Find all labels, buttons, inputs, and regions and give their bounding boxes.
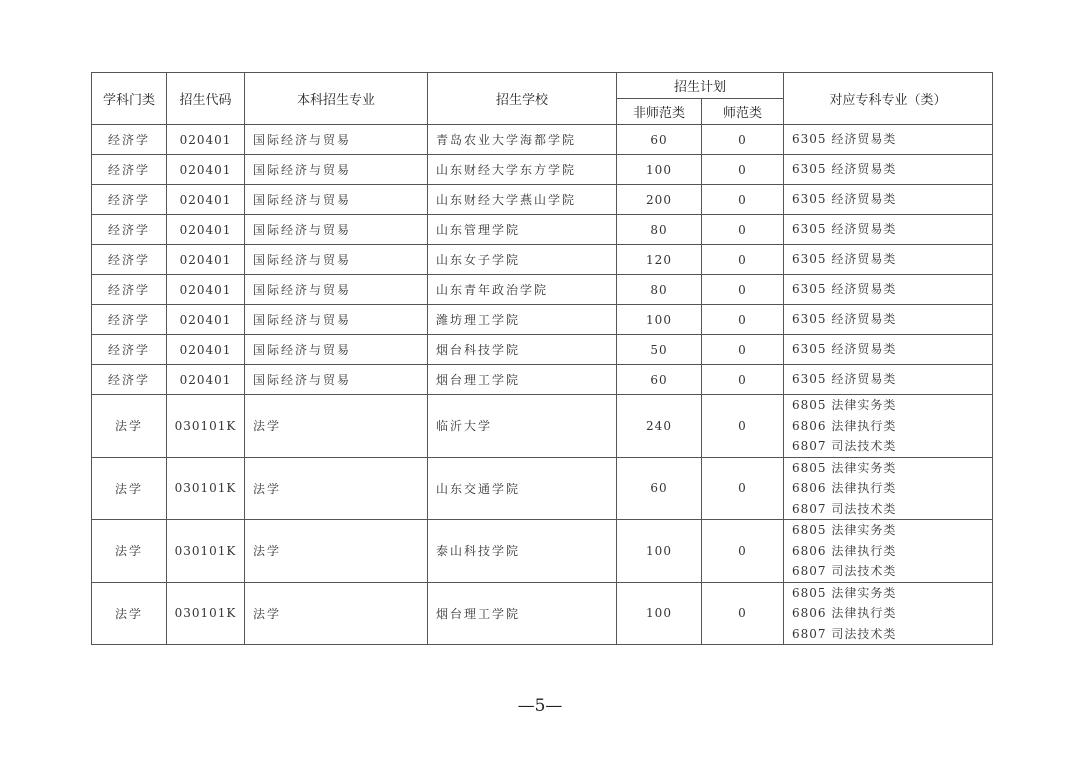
cell-non-normal: 60: [617, 125, 702, 155]
cell-code: 020401: [167, 365, 245, 395]
cell-normal: 0: [702, 395, 784, 458]
cell-code: 020401: [167, 215, 245, 245]
cell-code: 020401: [167, 125, 245, 155]
cell-category: 经济学: [92, 185, 167, 215]
cell-normal: 0: [702, 365, 784, 395]
cell-school: 山东女子学院: [428, 245, 617, 275]
cell-category: 法学: [92, 457, 167, 520]
vocational-item: 6305 经济贸易类: [792, 162, 897, 177]
table-row: [92, 245, 993, 275]
vocational-item: 6305 经济贸易类: [792, 252, 897, 267]
cell-vocational: [784, 582, 993, 645]
cell-non-normal: 80: [617, 275, 702, 305]
table-row: [92, 215, 993, 245]
table-row: [92, 125, 993, 155]
vocational-item: 6807 司法技术类: [792, 626, 897, 641]
cell-vocational: [784, 155, 993, 185]
vocational-item: 6305 经济贸易类: [792, 342, 897, 357]
cell-category: 经济学: [92, 335, 167, 365]
cell-normal: 0: [702, 335, 784, 365]
header-vocational: 对应专科专业（类）: [784, 73, 993, 125]
cell-category: 经济学: [92, 125, 167, 155]
vocational-item: 6805 法律实务类: [792, 523, 897, 537]
vocational-item: 6806 法律执行类: [792, 543, 897, 558]
cell-school: 烟台理工学院: [428, 365, 617, 395]
header-category: 学科门类: [92, 73, 167, 125]
cell-normal: 0: [702, 305, 784, 335]
cell-vocational: [784, 275, 993, 305]
table-row: [92, 335, 993, 365]
vocational-item: 6305 经济贸易类: [792, 312, 897, 327]
cell-code: 030101K: [167, 457, 245, 520]
cell-category: 经济学: [92, 275, 167, 305]
cell-major: 国际经济与贸易: [245, 185, 428, 215]
cell-code: 030101K: [167, 395, 245, 458]
cell-vocational: [784, 395, 993, 458]
cell-normal: 0: [702, 245, 784, 275]
cell-code: 030101K: [167, 582, 245, 645]
cell-category: 法学: [92, 395, 167, 458]
vocational-item: 6305 经济贸易类: [792, 372, 897, 387]
cell-code: 020401: [167, 185, 245, 215]
table-row: [92, 305, 993, 335]
vocational-item: 6805 法律实务类: [792, 585, 897, 600]
header-plan: 招生计划: [617, 73, 784, 99]
cell-major: 国际经济与贸易: [245, 335, 428, 365]
cell-vocational: [784, 305, 993, 335]
enrollment-table: [91, 72, 993, 645]
cell-code: 030101K: [167, 520, 245, 583]
cell-school: 泰山科技学院: [428, 520, 617, 583]
cell-major: 国际经济与贸易: [245, 365, 428, 395]
table-row: [92, 582, 993, 645]
header-major: 本科招生专业: [245, 73, 428, 125]
header-normal: 师范类: [702, 99, 784, 125]
vocational-item: 6305 经济贸易类: [792, 282, 897, 297]
cell-school: 山东管理学院: [428, 215, 617, 245]
cell-category: 法学: [92, 582, 167, 645]
cell-major: 法学: [245, 520, 428, 583]
vocational-item: 6806 法律执行类: [792, 606, 897, 620]
cell-non-normal: 240: [617, 395, 702, 458]
cell-school: 山东交通学院: [428, 457, 617, 520]
vocational-item: 6806 法律执行类: [792, 418, 897, 433]
page-number: —5—: [517, 696, 563, 716]
cell-code: 020401: [167, 245, 245, 275]
vocational-item: 6805 法律实务类: [792, 398, 897, 412]
cell-vocational: [784, 457, 993, 520]
header-code: 招生代码: [167, 73, 245, 125]
cell-non-normal: 100: [617, 305, 702, 335]
cell-code: 020401: [167, 275, 245, 305]
cell-major: 国际经济与贸易: [245, 305, 428, 335]
cell-school: 潍坊理工学院: [428, 305, 617, 335]
cell-major: 法学: [245, 395, 428, 458]
cell-non-normal: 200: [617, 185, 702, 215]
table-row: [92, 155, 993, 185]
vocational-item: 6807 司法技术类: [792, 501, 897, 516]
cell-school: 山东财经大学燕山学院: [428, 185, 617, 215]
cell-category: 经济学: [92, 245, 167, 275]
vocational-item: 6305 经济贸易类: [792, 192, 897, 207]
cell-code: 020401: [167, 335, 245, 365]
cell-normal: 0: [702, 582, 784, 645]
vocational-item: 6807 司法技术类: [792, 564, 897, 578]
cell-vocational: [784, 125, 993, 155]
cell-non-normal: 100: [617, 155, 702, 185]
cell-vocational: [784, 365, 993, 395]
cell-major: 国际经济与贸易: [245, 215, 428, 245]
cell-normal: 0: [702, 215, 784, 245]
cell-vocational: [784, 335, 993, 365]
vocational-item: 6305 经济贸易类: [792, 222, 897, 237]
cell-normal: 0: [702, 520, 784, 583]
table-row: [92, 275, 993, 305]
cell-non-normal: 50: [617, 335, 702, 365]
cell-school: 烟台科技学院: [428, 335, 617, 365]
cell-vocational: [784, 185, 993, 215]
vocational-item: 6806 法律执行类: [792, 481, 897, 495]
cell-category: 经济学: [92, 215, 167, 245]
cell-category: 法学: [92, 520, 167, 583]
table-row: [92, 520, 993, 583]
cell-normal: 0: [702, 457, 784, 520]
cell-school: 山东青年政治学院: [428, 275, 617, 305]
cell-normal: 0: [702, 155, 784, 185]
cell-major: 国际经济与贸易: [245, 155, 428, 185]
cell-major: 法学: [245, 582, 428, 645]
cell-major: 国际经济与贸易: [245, 125, 428, 155]
header-school: 招生学校: [428, 73, 617, 125]
cell-vocational: [784, 245, 993, 275]
cell-school: 临沂大学: [428, 395, 617, 458]
cell-non-normal: 60: [617, 365, 702, 395]
vocational-item: 6805 法律实务类: [792, 460, 897, 475]
cell-vocational: [784, 215, 993, 245]
table-row: [92, 457, 993, 520]
cell-school: 山东财经大学东方学院: [428, 155, 617, 185]
cell-major: 国际经济与贸易: [245, 275, 428, 305]
cell-major: 国际经济与贸易: [245, 245, 428, 275]
cell-normal: 0: [702, 185, 784, 215]
cell-normal: 0: [702, 275, 784, 305]
cell-major: 法学: [245, 457, 428, 520]
cell-category: 经济学: [92, 305, 167, 335]
cell-non-normal: 60: [617, 457, 702, 520]
table-row: [92, 395, 993, 458]
cell-non-normal: 100: [617, 582, 702, 645]
cell-normal: 0: [702, 125, 784, 155]
cell-category: 经济学: [92, 155, 167, 185]
cell-code: 020401: [167, 305, 245, 335]
vocational-item: 6305 经济贸易类: [792, 132, 897, 147]
vocational-item: 6807 司法技术类: [792, 439, 897, 453]
cell-non-normal: 120: [617, 245, 702, 275]
cell-non-normal: 80: [617, 215, 702, 245]
cell-non-normal: 100: [617, 520, 702, 583]
cell-school: 烟台理工学院: [428, 582, 617, 645]
header-non-normal: 非师范类: [617, 99, 702, 125]
cell-code: 020401: [167, 155, 245, 185]
cell-vocational: [784, 520, 993, 583]
table-row: [92, 185, 993, 215]
table-row: [92, 365, 993, 395]
cell-school: 青岛农业大学海都学院: [428, 125, 617, 155]
cell-category: 经济学: [92, 365, 167, 395]
